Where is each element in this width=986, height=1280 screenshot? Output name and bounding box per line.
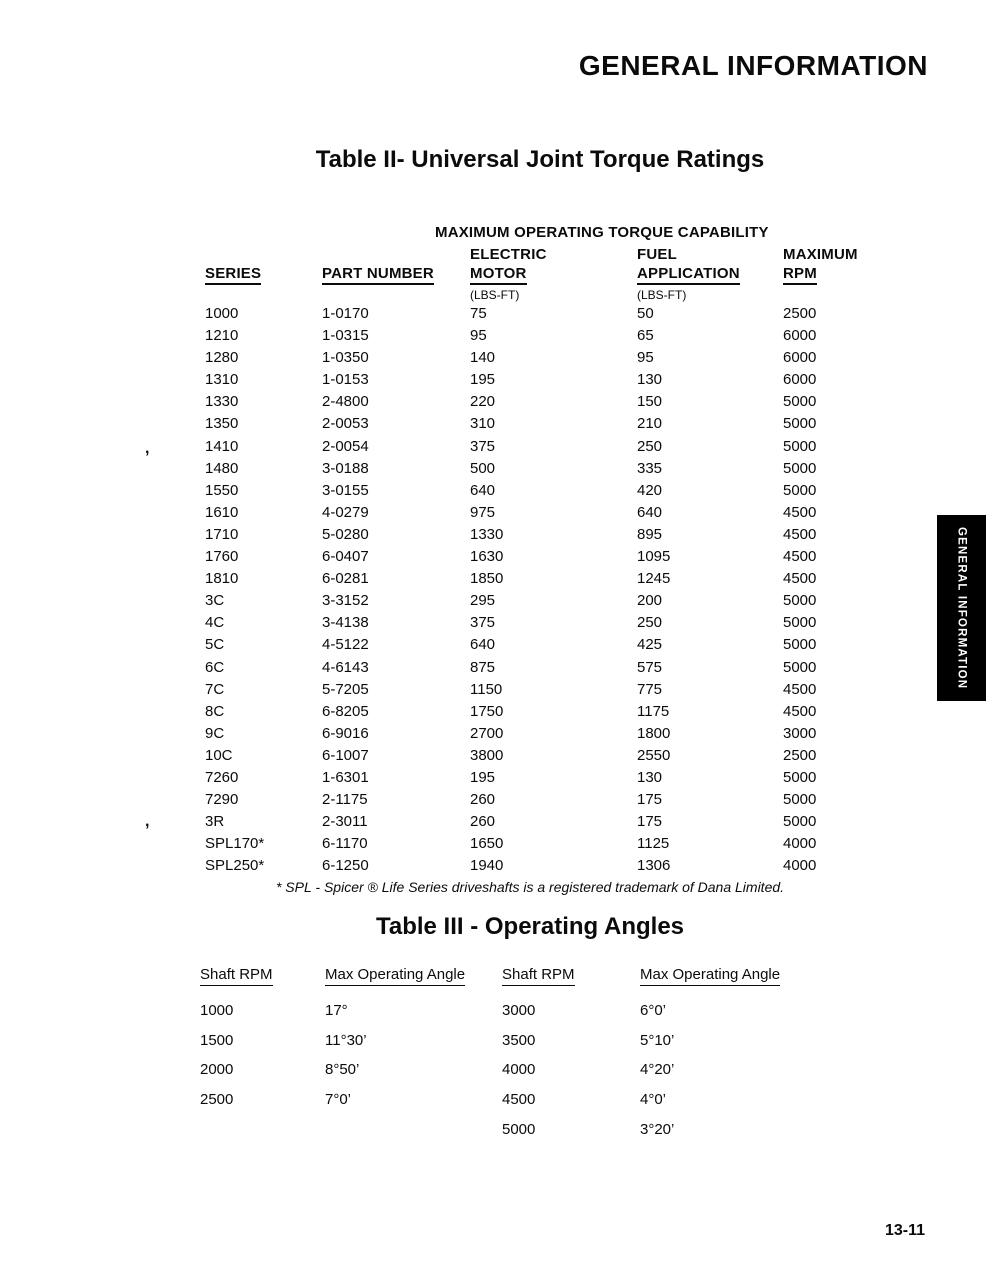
- page-number: 13-11: [884, 1222, 925, 1239]
- torque-cell: 425: [637, 636, 663, 654]
- torque-cell: 1330: [470, 525, 504, 543]
- torque-cell: 3-3152: [322, 592, 369, 610]
- torque-cell: 6-0407: [322, 548, 369, 566]
- torque-cell: 375: [470, 614, 496, 632]
- torque-cell: 7260: [205, 768, 239, 786]
- angle-cell: 5000: [502, 1120, 536, 1138]
- torque-cell: 195: [470, 768, 496, 786]
- torque-cell: 3-0155: [322, 481, 369, 499]
- col-fuel-label: FUEL: [637, 246, 677, 263]
- torque-cell: 2-0053: [322, 415, 369, 433]
- torque-cell: 6-1170: [322, 835, 368, 853]
- torque-cell: SPL250*: [205, 857, 265, 875]
- table2-group-header: MAXIMUM OPERATING TORQUE CAPABILITY: [435, 224, 769, 241]
- torque-cell: 200: [637, 592, 663, 610]
- torque-cell: 4000: [783, 857, 817, 875]
- torque-cell: 9C: [205, 724, 225, 742]
- t3-col-max-angle-1-text: Max Operating Angle: [325, 966, 465, 986]
- table2-title: Table II- Universal Joint Torque Ratings: [315, 146, 765, 173]
- margin-mark: ,: [145, 440, 150, 457]
- torque-cell: 130: [637, 768, 663, 786]
- angle-cell: 1500: [200, 1031, 234, 1049]
- torque-cell: 5000: [783, 415, 817, 433]
- torque-cell: 1550: [205, 481, 239, 499]
- col-rpm-label: [783, 265, 817, 285]
- col-part-number-text: PART NUMBER: [322, 265, 434, 285]
- torque-cell: 1750: [470, 702, 504, 720]
- torque-cell: 1480: [205, 459, 239, 477]
- torque-cell: 5-0280: [322, 525, 369, 543]
- torque-cell: 2700: [470, 724, 504, 742]
- torque-cell: 1850: [470, 570, 504, 588]
- torque-cell: 1940: [470, 857, 504, 875]
- torque-cell: 1330: [205, 393, 239, 411]
- torque-cell: 210: [637, 415, 663, 433]
- angle-cell: 17°: [325, 1002, 348, 1019]
- torque-cell: 5000: [783, 459, 817, 477]
- torque-cell: 3800: [470, 746, 504, 764]
- torque-cell: 1125: [637, 835, 670, 853]
- torque-cell: 4500: [783, 525, 817, 543]
- col-application-units: (LBS-FT): [637, 288, 687, 302]
- side-tab-label: GENERAL INFORMATION: [955, 526, 968, 690]
- torque-cell: 3000: [783, 724, 817, 742]
- torque-cell: 195: [470, 371, 496, 389]
- torque-cell: 1095: [637, 548, 671, 566]
- torque-cell: 250: [637, 614, 663, 632]
- angle-cell: [200, 1115, 325, 1145]
- t3-col-shaft-rpm-1: [200, 966, 273, 986]
- torque-cell: 4500: [783, 702, 817, 720]
- torque-cell: 5000: [783, 592, 817, 610]
- torque-cell: 6-1250: [322, 857, 369, 875]
- torque-cell: 775: [637, 680, 663, 698]
- torque-cell: 5000: [783, 791, 817, 809]
- torque-cell: 220: [470, 393, 496, 411]
- torque-cell: 1306: [637, 857, 671, 875]
- torque-cell: 500: [470, 459, 496, 477]
- torque-cell: 4C: [205, 614, 225, 632]
- torque-cell: 975: [470, 503, 496, 521]
- t3-col-max-angle-2: [640, 966, 780, 986]
- torque-cell: 4-6143: [322, 658, 369, 676]
- torque-cell: 335: [637, 459, 663, 477]
- torque-cell: 640: [470, 636, 496, 654]
- torque-cell: 1760: [205, 548, 239, 566]
- torque-cell: 175: [637, 813, 663, 831]
- torque-cell: 1630: [470, 548, 504, 566]
- t3-col-max-angle-1: [325, 966, 465, 986]
- torque-cell: 2-1175: [322, 791, 368, 809]
- torque-cell: 7290: [205, 791, 239, 809]
- torque-cell: 2550: [637, 746, 671, 764]
- torque-cell: 5000: [783, 768, 817, 786]
- table3-title: Table III - Operating Angles: [375, 913, 685, 940]
- t3-col-shaft-rpm-2-text: Shaft RPM: [502, 966, 575, 986]
- angle-cell: 4000: [502, 1061, 536, 1079]
- torque-cell: 1280: [205, 349, 239, 367]
- col-application-label: [637, 265, 740, 285]
- torque-cell: 375: [470, 437, 496, 455]
- col-motor-text: MOTOR: [470, 265, 527, 285]
- torque-cell: 5000: [783, 614, 817, 632]
- torque-cell: 4500: [783, 548, 817, 566]
- torque-cell: 1350: [205, 415, 239, 433]
- torque-cell: 5000: [783, 636, 817, 654]
- torque-cell: 640: [637, 503, 663, 521]
- torque-cell: 65: [637, 327, 654, 345]
- torque-cell: 1800: [637, 724, 671, 742]
- angle-cell: 3500: [502, 1031, 536, 1049]
- t3-col-shaft-rpm-2: [502, 966, 575, 986]
- torque-cell: 1150: [470, 680, 503, 698]
- side-tab: [937, 515, 986, 701]
- torque-cell: 75: [470, 305, 487, 322]
- torque-cell: 6000: [783, 327, 817, 345]
- angle-cell: 2000: [200, 1061, 234, 1079]
- t3-col-max-angle-2-text: Max Operating Angle: [640, 966, 780, 986]
- torque-cell: 4-0279: [322, 503, 369, 521]
- torque-cell: 1000: [205, 305, 239, 322]
- torque-cell: 6C: [205, 658, 225, 676]
- torque-cell: 1-0153: [322, 371, 369, 389]
- torque-cell: 2-3011: [322, 813, 368, 831]
- torque-cell: 50: [637, 305, 654, 322]
- torque-cell: 2-4800: [322, 393, 369, 411]
- torque-cell: 875: [470, 658, 496, 676]
- page-title: GENERAL INFORMATION: [578, 50, 928, 81]
- t3-col-shaft-rpm-1-text: Shaft RPM: [200, 966, 273, 986]
- angle-cell: 5°10’: [640, 1031, 675, 1049]
- torque-cell: 140: [470, 349, 496, 367]
- torque-cell: 1245: [637, 570, 671, 588]
- torque-cell: 2500: [783, 746, 817, 764]
- torque-cell: 4500: [783, 570, 817, 588]
- torque-cell: 3-0188: [322, 459, 369, 477]
- angle-cell: 3000: [502, 1002, 536, 1019]
- col-part-number-label: [322, 265, 434, 285]
- torque-cell: 1-6301: [322, 768, 369, 786]
- torque-cell: SPL170*: [205, 835, 265, 853]
- torque-cell: 1-0170: [322, 305, 369, 322]
- angle-cell: 3°20’: [640, 1120, 675, 1138]
- torque-cell: 260: [470, 813, 496, 831]
- torque-cell: 5000: [783, 393, 817, 411]
- angles-table-body: [200, 996, 802, 1144]
- torque-cell: 1-0350: [322, 349, 369, 367]
- torque-cell: 6000: [783, 349, 817, 367]
- torque-cell: 310: [470, 415, 496, 433]
- torque-cell: 130: [637, 371, 663, 389]
- torque-cell: 1810: [205, 570, 239, 588]
- table2-footnote: * SPL - Spicer ® Life Series driveshafts is a registered trademark of Dana Limited.: [275, 879, 785, 895]
- col-maximum-label: MAXIMUM: [783, 246, 858, 263]
- torque-cell: 5000: [783, 658, 817, 676]
- torque-cell: 1650: [470, 835, 504, 853]
- margin-mark: ,: [145, 813, 150, 830]
- torque-cell: 575: [637, 658, 663, 676]
- torque-cell: 7C: [205, 680, 225, 698]
- torque-cell: 5000: [783, 481, 817, 499]
- col-rpm-text: RPM: [783, 265, 817, 285]
- torque-cell: 150: [637, 393, 663, 411]
- torque-cell: 2500: [783, 305, 817, 322]
- angle-cell: 4°20’: [640, 1061, 675, 1079]
- torque-cell: 6-9016: [322, 724, 369, 742]
- torque-cell: 3R: [205, 813, 225, 831]
- torque-cell: 4000: [783, 835, 817, 853]
- torque-cell: 895: [637, 525, 663, 543]
- torque-cell: 6-0281: [322, 570, 369, 588]
- col-series-label: [205, 265, 261, 285]
- torque-table-body: [205, 303, 863, 877]
- col-electric-label: ELECTRIC: [470, 246, 547, 263]
- torque-cell: 1610: [205, 503, 239, 521]
- torque-cell: 6000: [783, 371, 817, 389]
- torque-cell: 5000: [783, 437, 817, 455]
- torque-cell: 175: [637, 791, 663, 809]
- torque-cell: 3C: [205, 592, 225, 610]
- torque-cell: 1710: [205, 525, 239, 543]
- angle-cell: [325, 1115, 502, 1145]
- torque-cell: 420: [637, 481, 663, 499]
- torque-cell: 4-5122: [322, 636, 369, 654]
- torque-cell: 295: [470, 592, 496, 610]
- angle-cell: 8°50’: [325, 1061, 360, 1079]
- col-motor-units: (LBS-FT): [470, 288, 520, 302]
- torque-cell: 2-0054: [322, 437, 369, 455]
- angle-cell: 7°0’: [325, 1091, 352, 1109]
- col-application-text: APPLICATION: [637, 265, 740, 285]
- torque-cell: 1-0315: [322, 327, 369, 345]
- torque-cell: 5C: [205, 636, 225, 654]
- torque-cell: 260: [470, 791, 496, 809]
- torque-cell: 10C: [205, 746, 233, 764]
- torque-cell: 640: [470, 481, 496, 499]
- torque-cell: 1210: [205, 327, 239, 345]
- torque-cell: 4500: [783, 503, 817, 521]
- torque-cell: 6-1007: [322, 746, 369, 764]
- torque-cell: 8C: [205, 702, 225, 720]
- angle-cell: 2500: [200, 1091, 234, 1109]
- angle-cell: 6°0’: [640, 1002, 667, 1019]
- torque-cell: 4500: [783, 680, 817, 698]
- torque-cell: 1175: [637, 702, 670, 720]
- torque-cell: 1310: [205, 371, 239, 389]
- torque-cell: 95: [637, 349, 654, 367]
- angle-cell: 4°0’: [640, 1091, 667, 1109]
- torque-cell: 3-4138: [322, 614, 369, 632]
- col-series-text: SERIES: [205, 265, 261, 285]
- angle-cell: 4500: [502, 1091, 536, 1109]
- torque-cell: 250: [637, 437, 663, 455]
- torque-cell: 5000: [783, 813, 817, 831]
- torque-cell: 95: [470, 327, 487, 345]
- angle-cell: 11°30’: [325, 1031, 367, 1049]
- torque-cell: 1410: [205, 437, 239, 455]
- torque-cell: 6-8205: [322, 702, 369, 720]
- col-motor-label: [470, 265, 527, 285]
- torque-cell: 5-7205: [322, 680, 369, 698]
- angle-cell: 1000: [200, 1002, 234, 1019]
